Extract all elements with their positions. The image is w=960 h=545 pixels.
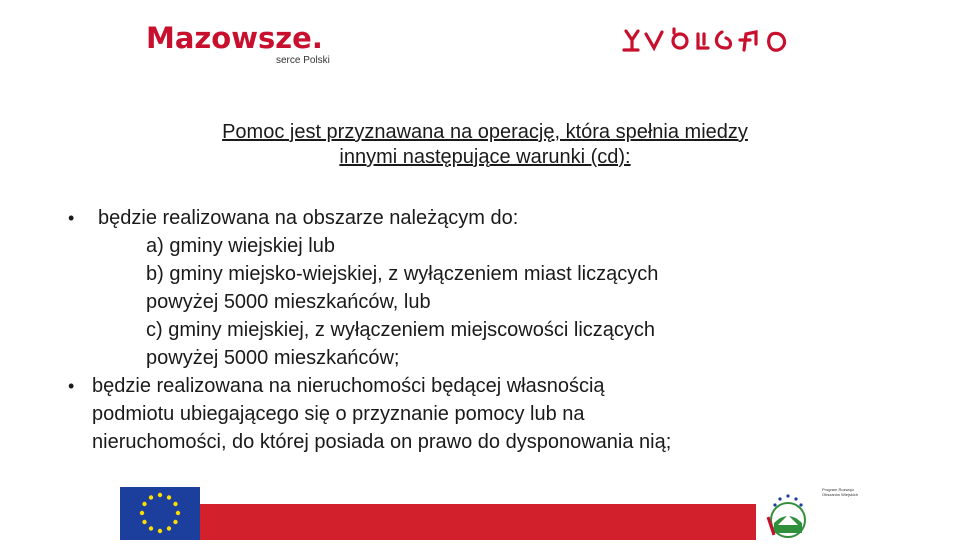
heading-line-1: Pomoc jest przyznawana na operację, która spełnia miedzy <box>222 121 748 143</box>
slide-heading <box>60 120 910 170</box>
bullet-marker: • <box>68 376 75 396</box>
mazowsze-logo <box>144 22 354 70</box>
leader-logo-icon <box>622 26 818 54</box>
logo-subtitle: serce Polski <box>276 55 330 66</box>
list-item: będzie realizowana na nieruchomości będącej własnością <box>92 375 605 397</box>
list-subitem-continuation: powyżej 5000 mieszkańców; <box>146 347 400 369</box>
svg-text:Mazowsze.: Mazowsze. <box>146 22 323 55</box>
prow-logo-text: Program Rozwoju Obszarów Wiejskich <box>822 487 859 497</box>
list-subitem: c) gminy miejskiej, z wyłączeniem miejscowości liczących <box>146 319 656 341</box>
list-subitem: a) gminy wiejskiej lub <box>146 235 335 257</box>
list-subitem: b) gminy miejsko-wiejskiej, z wyłączeniem miast liczących <box>146 263 659 285</box>
eu-flag-icon <box>120 487 200 540</box>
list-item-continuation: podmiotu ubiegającego się o przyznanie pomocy lub na <box>92 403 585 425</box>
footer-red-bar <box>200 504 756 540</box>
list-subitem-continuation: powyżej 5000 mieszkańców, lub <box>146 291 431 313</box>
list-item: będzie realizowana na obszarze należącym do: <box>98 207 519 229</box>
bullet-marker: • <box>68 208 75 228</box>
list-item-continuation: nieruchomości, do której posiada on prawo do dysponowania nią; <box>92 431 672 453</box>
footer-bar <box>0 487 960 540</box>
heading-line-2: innymi następujące warunki (cd): <box>339 146 631 168</box>
prow-logo-icon <box>760 487 830 540</box>
